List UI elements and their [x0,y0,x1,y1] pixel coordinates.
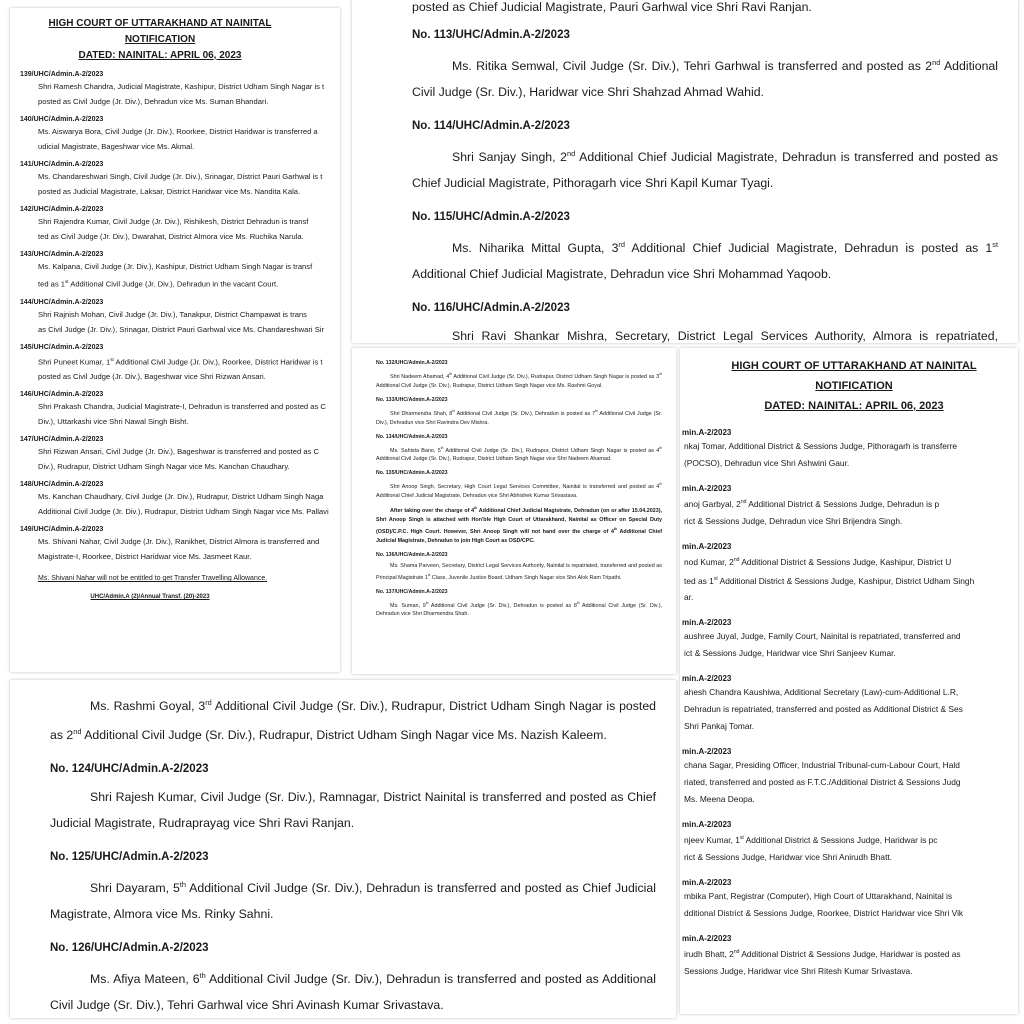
entry-number: min.A-2/2023 [682,541,732,551]
notification-entry [680,747,1018,808]
entry-list [50,762,656,1018]
entry-number: No. 126/UHC/Admin.A-2/2023 [50,942,209,955]
entry-number: min.A-2/2023 [682,428,732,437]
notification-heading: NOTIFICATION [124,34,196,45]
notification-page-center [352,348,676,674]
entry-number: No. 116/UHC/Admin.A-2/2023 [412,302,570,315]
entry-text: Ms. Ritika Semwal, Civil Judge (Sr. Div.), Tehri Garhwal is transferred and posted as 2nd Additional Civil Judge (Sr. Div.), Haridwar vice Shri Shahzad Ahmad Wahid. [412,58,998,100]
entry-number: No. 136/UHC/Admin.A-2/2023 [376,551,448,558]
entry-text: After taking over the charge of 4th Additional Chief Judicial Magistrate, Dehradun (on or after 15.04.2023), Shri Anoop Singh is attached with Hon'ble High Court of Uttarakhand, Nainital as Officer on Special Duty (OSD)/C.P.C. High Court. However, Shri Anoop Singh will not hand over the charge of 4th Additional Chief Judicial Magistrate, Dehradun to join High Court as OSD/CPC. [376,506,662,544]
entry-number: No. 133/UHC/Admin.A-2/2023 [376,396,448,403]
entry-text: Ms. Chandareshwari Singh, Civil Judge (Jr. Div.), Srinagar, District Pauri Garhwal is t [38,172,323,181]
entry-text: Shri Dayaram, 5th Additional Civil Judge (Sr. Div.), Dehradun is transferred and posted as Chief Judicial Magistrate, Almora vice Ms. Rinky Sahni. [50,880,656,922]
entry-text: Shri Nadeem Ahamad, 4th Additional Civil Judge (Sr. Div.), Rudrapur, District Udham Singh Nagar is posted as 3rd Additional Civil Judge (Sr. Div.), Rudrapur, District Udham Singh Nagar vice Ms. Rashmi Goyal. [376,372,663,389]
entry-number: 147/UHC/Admin.A-2/2023 [20,436,104,444]
entry-list [376,360,662,619]
entry-text: mbika Pant, Registrar (Computer), High Court of Uttarakhand, Nainital is [684,891,953,902]
notification-entry [20,160,340,199]
entry-number: min.A-2/2023 [682,674,732,684]
entry-text: Ms. Kalpana, Civil Judge (Jr. Div.), Kashipur, District Udham Singh Nagar is transf [38,262,313,271]
notification-entry [376,470,662,501]
entry-number: 146/UHC/Admin.A-2/2023 [20,391,104,399]
entry-text: Magistrate-I, Roorkee, District Haridwar vice Ms. Jasmeet Kaur. [38,552,252,562]
notification-entry [20,435,340,474]
entry-text: rict & Sessions Judge, Dehradun vice Shri Brijendra Singh. [684,515,903,526]
entry-number: min.A-2/2023 [682,878,732,888]
carryover-text: posted as Chief Judicial Magistrate, Pauri Garhwal vice Shri Ravi Ranjan. [412,0,812,14]
notification-entry [680,934,1018,980]
reference-number: UHC/Admin.A (2)/Annual Transf. (20)-2023 [90,594,210,601]
entry-text: dditional District & Sessions Judge, Roorkee, District Haridwar vice Shri Vik [684,908,964,919]
entry-number: min.A-2/2023 [682,618,732,628]
entry-text: Ms. Sahista Bano, 5th Additional Civil Judge (Sr. Div.), Rudrapur, District Udham Singh Nagar is posted as 4th Additional Civil Judge (Sr. Div.), Rudrapur, District Udham Singh Nagar vice Shri Nadeem Ahamad. [376,445,662,463]
notification-entry [680,820,1018,866]
notification-entry [680,674,1018,735]
notification-heading: NOTIFICATION [815,380,893,392]
entry-number: No. 132/UHC/Admin.A-2/2023 [376,360,448,366]
notification-entry [680,878,1018,922]
notification-date: DATED: NAINITAL: APRIL 06, 2023 [764,400,944,412]
notification-page-left [10,8,340,672]
entry-text: nod Kumar, 2nd Additional District & Sessions Judge, Kashipur, District U [684,556,952,567]
entry-list [412,28,998,343]
entry-text: Ms. Kanchan Chaudhary, Civil Judge (Jr. Div.), Rudrapur, District Udham Singh Naga [38,492,324,502]
footnote: Ms. Shivani Nahar will not be entitled to get Transfer Travelling Allowance. [38,575,268,583]
entry-number: No. 137/UHC/Admin.A-2/2023 [376,588,448,595]
notification-entry [50,941,656,1018]
entry-number: 144/UHC/Admin.A-2/2023 [20,298,104,306]
entry-text: posted as Civil Judge (Jr. Div.), Bageshwar vice Shri Rizwan Ansari. [38,372,266,382]
notification-entry [680,428,1018,472]
entry-number: No. 115/UHC/Admin.A-2/2023 [412,211,570,224]
entry-number: 142/UHC/Admin.A-2/2023 [20,206,104,213]
entry-text: Div.), Rudrapur, District Udham Singh Nagar vice Ms. Kanchan Chaudhary. [38,462,290,472]
notification-entry [20,480,340,519]
entry-text: Shri Ravi Shankar Mishra, Secretary, District Legal Services Authority, Almora is repatriated, [452,329,998,343]
notification-entry [412,301,998,343]
notification-entry [50,762,656,836]
entry-text: irudh Bhatt, 2nd Additional District & Sessions Judge, Haridwar is posted as [684,948,961,959]
entry-number: 141/UHC/Admin.A-2/2023 [20,161,104,168]
notification-entry [412,28,998,105]
entry-text: Ms. Meena Deopa. [684,794,755,805]
notification-entry [376,397,662,428]
notification-page-top-right [352,0,1018,343]
entry-number: 143/UHC/Admin.A-2/2023 [20,251,104,258]
entry-text: chana Sagar, Presiding Officer, Industrial Tribunal-cum-Labour Court, Hald [684,760,960,771]
entry-text: ted as 1st Additional District & Sessions Judge, Kashipur, District Udham Singh [684,575,975,586]
notification-entry [20,343,340,385]
entry-text: ahesh Chandra Kaushiwa, Additional Secretary (Law)-cum-Additional L.R, [684,687,959,698]
entry-text: Shri Prakash Chandra, Judicial Magistrate-I, Dehradun is transferred and posted as C [38,402,326,412]
entry-text: aushree Juyal, Judge, Family Court, Nainital is repatriated, transferred and [684,631,961,642]
entry-number: 148/UHC/Admin.A-2/2023 [20,481,104,489]
entry-text: Ms. Aiswarya Bora, Civil Judge (Jr. Div.), Roorkee, District Haridwar is transferred a [38,127,318,136]
notification-entry [20,525,340,564]
entry-text: posted as Civil Judge (Jr. Div.), Dehradun vice Ms. Suman Bhandari. [38,97,269,106]
entry-text: Shri Anoop Singh, Secretary, High Court Legal Services Committee, Nainital is transferred and posted as 4th Additional Chief Judicial Magistrate, Dehradun vice Shri Abhishek Kumar Srivastava. [376,482,662,500]
carryover-text: Ms. Rashmi Goyal, 3rd Additional Civil Judge (Sr. Div.), Rudrapur, District Udham Singh Nagar is posted as 2nd Additional Civil Judge (Sr. Div.), Rudrapur, District Udham Singh Nagar vice Ms. Nazish Kaleem. [50,698,656,743]
notification-entry [20,115,340,154]
entry-number: No. 124/UHC/Admin.A-2/2023 [50,763,209,776]
notification-entry [20,250,340,292]
entry-number: No. 134/UHC/Admin.A-2/2023 [376,433,448,440]
entry-number: 145/UHC/Admin.A-2/2023 [20,343,104,351]
entry-text: Shri Pankaj Tomar. [684,721,755,732]
notification-page-bottom [10,680,676,1018]
entry-text: Shri Sanjay Singh, 2nd Additional Chief Judicial Magistrate, Dehradun is transferred and posted as Chief Judicial Magistrate, Pithoragarh vice Shri Kapil Kumar Tyagi. [412,149,998,191]
notification-entry [412,119,998,196]
entry-text: ted as 1st Additional Civil Judge (Jr. Div.), Dehradun in the vacant Court. [38,279,279,289]
notification-entry [20,298,340,337]
entry-text: ar. [684,592,694,603]
entry-number: min.A-2/2023 [682,484,732,493]
entry-number: No. 125/UHC/Admin.A-2/2023 [50,851,209,864]
entry-text: Sessions Judge, Haridwar vice Shri Ritesh Kumar Srivastava. [684,965,913,976]
entry-number: min.A-2/2023 [682,747,732,757]
notification-entry [50,850,656,927]
entry-text: udicial Magistrate, Bageshwar vice Ms. Akmal. [38,142,195,151]
notification-date: DATED: NAINITAL: APRIL 06, 2023 [78,50,242,61]
entry-text: Ms. Suman, 9th Additional Civil Judge (Sr. Div.), Dehradun is posted as 8th Additional Civil Judge (Sr. Div.), Dehradun vice Shri Dharmendra Shah. [376,600,663,618]
entry-text: Additional Civil Judge (Jr. Div.), Rudrapur, District Udham Singh Nagar vice Ms. Pallavi [38,507,329,517]
notification-entry [20,205,340,244]
entry-text: Dehradun is repatriated, transferred and posted as Additional District & Ses [684,704,963,715]
entry-text: Shri Rajendra Kumar, Civil Judge (Jr. Div.), Rishikesh, District Dehradun is transf [38,217,309,226]
entry-text: Shri Ramesh Chandra, Judicial Magistrate, Kashipur, District Udham Singh Nagar is t [38,82,325,91]
notification-entry [412,210,998,287]
notification-entry [376,589,662,620]
notification-entry [376,360,662,391]
entry-number: No. 114/UHC/Admin.A-2/2023 [412,120,570,133]
entry-text: Ms. Shivani Nahar, Civil Judge (Jr. Div.), Ranikhet, District Almora is transferred and [38,537,320,547]
entry-text: Div.), Uttarkashi vice Shri Nawal Singh Bisht. [38,417,189,427]
entry-text: njeev Kumar, 1st Additional District & Sessions Judge, Haridwar is pc [684,835,938,846]
entry-text: Ms. Afiya Mateen, 6th Additional Civil Judge (Sr. Div.), Dehradun is transferred and posted as Additional Civil Judge (Sr. Div.), Tehri Garhwal vice Shri Avinash Kumar Srivastava. [50,971,656,1013]
entry-text: riated, transferred and posted as F.T.C./Additional District & Sessions Judg [684,777,961,788]
notification-page-right [680,348,1018,1014]
entry-number: No. 113/UHC/Admin.A-2/2023 [412,29,570,41]
court-title: HIGH COURT OF UTTARAKHAND AT NAINITAL [48,18,272,29]
entry-list [20,70,340,564]
notification-entry [376,552,662,583]
notification-entry [680,484,1018,530]
notification-entry [20,390,340,429]
entry-text: ted as Civil Judge (Jr. Div.), Dwarahat, District Almora vice Ms. Ruchika Narula. [38,232,304,241]
entry-list [680,428,1018,980]
entry-text: Ms. Shama Parveen, Secretary, District Legal Services Authority, Nainital is repatriated, transferred and posted as Principal Magistrate 1st Class, Juvenile Justice Board, Udham Singh Nagar vice Shri Alok Ram Tripathi. [376,562,662,581]
entry-text: Shri Rajnish Mohan, Civil Judge (Jr. Div.), Tanakpur, District Champawat is trans [38,309,307,319]
court-title: HIGH COURT OF UTTARAKHAND AT NAINITAL [731,360,977,372]
entry-text: Shri Puneet Kumar, 1st Additional Civil Judge (Jr. Div.), Roorkee, District Haridwar is t [38,356,323,367]
entry-number: min.A-2/2023 [682,820,732,830]
notification-entry [20,70,340,109]
notification-entry [376,434,662,465]
entry-text: (POCSO), Dehradun vice Shri Ashwini Gaur. [684,458,850,468]
entry-text: rict & Sessions Judge, Haridwar vice Shri Anirudh Bhatt. [684,852,893,863]
entry-number: No. 135/UHC/Admin.A-2/2023 [376,470,448,477]
entry-text: anoj Garbyal, 2nd Additional District & Sessions Judge, Dehradun is p [684,498,940,509]
notification-entry [376,504,662,546]
notification-entry [680,618,1018,662]
entry-number: 140/UHC/Admin.A-2/2023 [20,116,104,123]
entry-text: as Civil Judge (Jr. Div.), Srinagar, District Pauri Garhwal vice Ms. Chandareshwari Sir [38,324,324,334]
entry-text: Ms. Niharika Mittal Gupta, 3rd Additional Chief Judicial Magistrate, Dehradun is posted as 1st Additional Chief Judicial Magistrate, Dehradun vice Shri Mohammad Yaqoob. [412,240,999,282]
entry-text: ict & Sessions Judge, Haridwar vice Shri Sanjeev Kumar. [684,648,896,659]
entry-number: min.A-2/2023 [682,934,732,944]
entry-number: 149/UHC/Admin.A-2/2023 [20,526,104,534]
entry-text: Shri Rizwan Ansari, Civil Judge (Jr. Div.), Bageshwar is transferred and posted as C [38,447,319,457]
entry-number: 139/UHC/Admin.A-2/2023 [20,71,104,78]
entry-text: Shri Rajesh Kumar, Civil Judge (Sr. Div.), Ramnagar, District Nainital is transferred and posted as Chief Judicial Magistrate, Rudraprayag vice Shri Ravi Ranjan. [50,790,656,831]
entry-text: nkaj Tomar, Additional District & Sessions Judge, Pithoragarh is transferre [684,441,958,451]
notification-entry [680,542,1018,607]
entry-text: Shri Dharmendra Shah, 8th Additional Civil Judge (Sr. Div.), Dehradun is posted as 7th Additional Civil Judge (Sr. Div.), Dehradun vice Shri Ravindra Dev Mishra. [376,408,663,426]
entry-text: posted as Judicial Magistrate, Laksar, District Haridwar vice Ms. Nandita Kala. [38,187,301,196]
